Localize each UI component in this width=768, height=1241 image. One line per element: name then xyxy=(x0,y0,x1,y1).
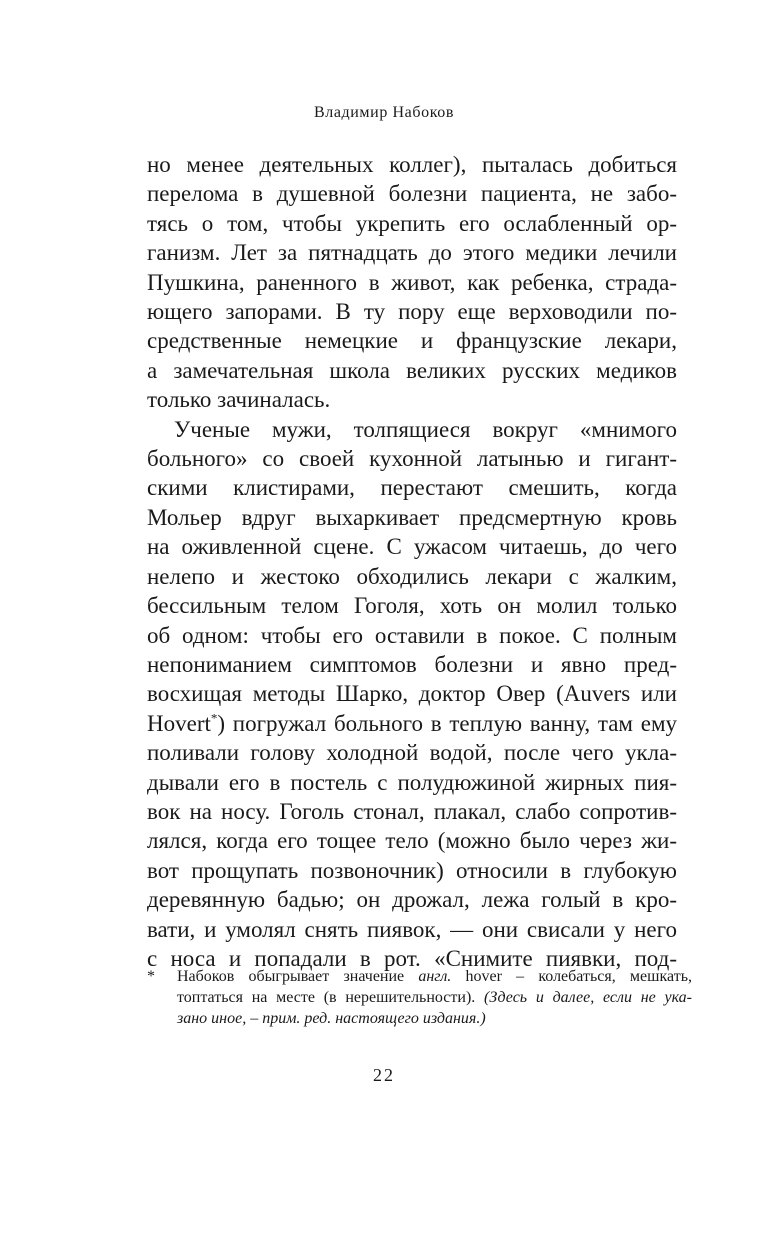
text-line: средственные немецкие и французские лекари, xyxy=(147,328,677,354)
text-line: об одном: чтобы его оставили в покое. С полным xyxy=(147,622,677,648)
footnote-marker: * xyxy=(147,968,155,985)
page-number: 22 xyxy=(373,1065,395,1085)
footnote-line xyxy=(177,987,692,1008)
text-line: деревянную бадью; он дрожал, лежа голый в кро- xyxy=(147,887,677,913)
text-line xyxy=(147,709,677,738)
text-line: но менее деятельных коллег), пыталась добиться xyxy=(147,152,677,177)
text-line: нелепо и жестоко обходились лекари с жалким, xyxy=(147,563,677,589)
footnote-reference: * xyxy=(210,710,218,726)
footnote-line xyxy=(177,966,692,987)
text-line: с носа и попадали в рот. «Снимите пиявки, под- xyxy=(147,945,677,971)
text-fragment: Hovert xyxy=(147,710,211,736)
text-line: Мольер вдруг выхаркивает предсмертную кровь xyxy=(147,504,677,530)
main-text xyxy=(147,150,677,973)
text-line: только зачиналась. xyxy=(147,387,331,413)
text-fragment: англ. xyxy=(418,968,452,985)
text-line: Пушкина, раненного в живот, как ребенка, страда- xyxy=(147,269,677,295)
text-line: лялся, когда его тощее тело (можно было через жи- xyxy=(147,828,677,854)
text-line: ющего запорами. В ту пору еще верховодили по- xyxy=(147,299,677,325)
text-fragment: ) погружал больного в теплую ванну, там ему xyxy=(217,710,677,736)
text-line: бессильным телом Гоголя, хоть он молил только xyxy=(147,593,677,619)
text-line: Ученые мужи, толпящиеся вокруг «мнимого xyxy=(174,416,677,442)
text-line: вок на носу. Гоголь стонал, плакал, слабо сопротив- xyxy=(147,798,677,824)
text-line: вати, и умолял снять пиявок, — они свисали у него xyxy=(147,916,677,942)
text-fragment: (Здесь и далее, если не ука- xyxy=(484,989,693,1006)
footnote-text xyxy=(177,966,692,1029)
text-line: больного» со своей кухонной латынью и гигант- xyxy=(147,446,677,472)
text-line: непониманием симптомов болезни и явно пред- xyxy=(147,651,677,677)
text-line: ганизм. Лет за пятнадцать до этого медики лечили xyxy=(147,240,677,266)
text-line: скими клистирами, перестают смешить, когда xyxy=(147,475,677,501)
text-line: вот прощупать позвоночник) относили в глубокую xyxy=(147,857,677,883)
text-line: поливали голову холодной водой, после чего укла- xyxy=(147,740,677,766)
text-fragment: Набоков обыгрывает значение xyxy=(177,968,419,985)
text-line: дывали его в постель с полудюжиной жирных пия- xyxy=(147,769,677,795)
text-line: перелома в душевной болезни пациента, не забо- xyxy=(147,181,677,207)
running-title: Владимир Набоков xyxy=(313,104,455,121)
footnote xyxy=(147,966,692,1029)
text-line: а замечательная школа великих русских медиков xyxy=(147,357,677,383)
text-fragment: hover – колебаться, мешкать, xyxy=(451,968,692,985)
footnote-line: зано иное, – прим. ред. настоящего издания.) xyxy=(177,1010,486,1027)
text-fragment: топтаться на месте (в нерешительности). xyxy=(177,989,485,1006)
text-line: восхищая методы Шарко, доктор Овер (Auvers или xyxy=(147,681,677,707)
text-line: тясь о том, чтобы укрепить его ослабленный ор- xyxy=(147,210,677,236)
text-line: на оживленной сцене. С ужасом читаешь, до чего xyxy=(147,534,677,560)
